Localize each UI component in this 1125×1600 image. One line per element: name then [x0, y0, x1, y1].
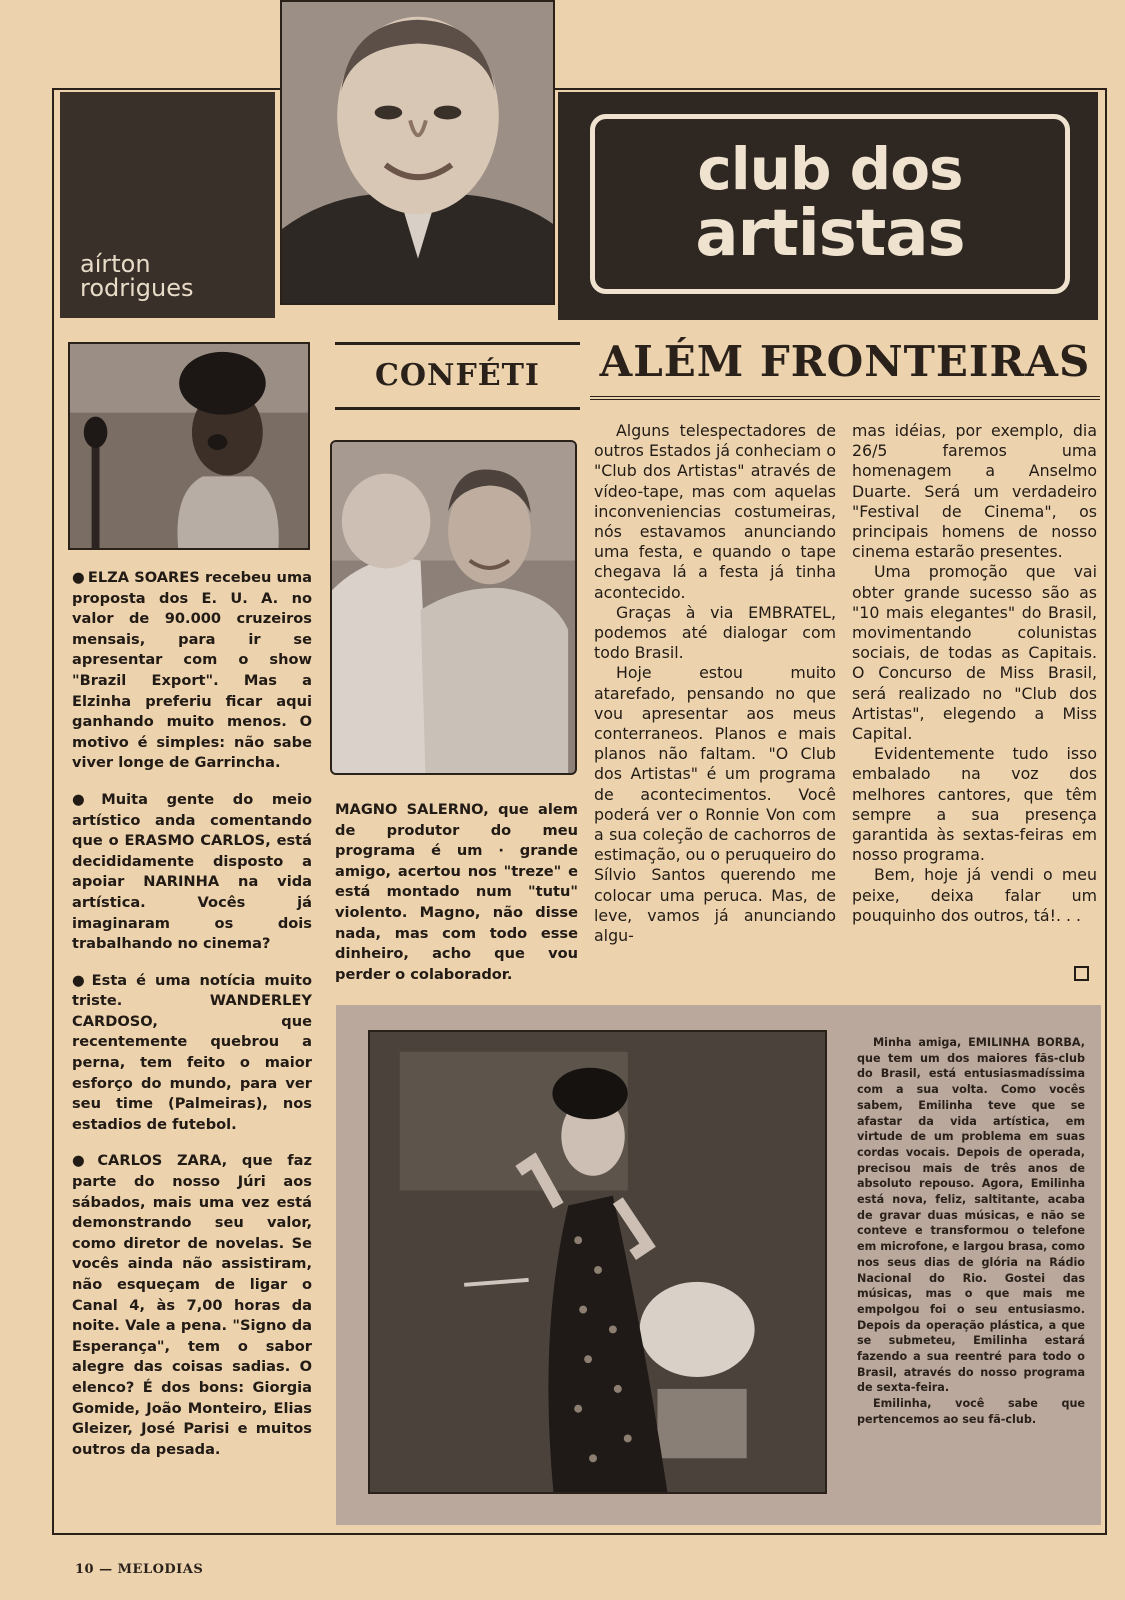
alem-paragraph-2: Graças à via EMBRATEL, podemos até dialogar com todo Brasil. [594, 602, 836, 663]
alem-fronteiras-column-1 [594, 421, 836, 946]
confeti-caption [335, 800, 578, 1001]
note-carlos-zara: ● CARLOS ZARA, que faz parte do nosso Júri aos sábados, mais uma vez está demonstrando seu valor, como diretor de novelas. Se vocês ainda não assistiram, não esqueçam de ligar o Canal 4, às 7,00 horas da noite. Vale a pena. "Signo da Esperança", tem o sabor alegre das coisas sadias. O elenco? É dos bons: Giorgia Gomide, João Monteiro, Elias Gleizer, José Parisi e muitos outros da pesada. [72, 1151, 312, 1460]
note-erasmo-carlos: ● Muita gente do meio artístico anda comentando que o ERASMO CARLOS, está decididamente disposto a apoiar NARINHA na vida artística. Vocês já imaginaram os dois trabalhando no cinema? [72, 790, 312, 955]
emilinha-paragraph-2: Emilinha, você sabe que pertencemos ao seu fã-club. [857, 1397, 1085, 1426]
alem-paragraph-3: Hoje estou muito atarefado, pensando no que vou apresentar aos meus conterraneos. Planos e mais planos não faltam. "O Club dos Artistas" é um programa de acontecimentos. Você poderá ver o Ronnie Von com a sua coleção de cachorros de estimação, ou o peruqueiro do Sílvio Santos querendo me colocar uma peruca. Mas, de leve, vamos já anunciando algu- [594, 663, 836, 946]
portrait-illustration [282, 2, 553, 303]
alem-paragraph-6: Evidentemente tudo isso embalado na voz dos melhores cantores, que têm sempre a sua presença garantida às sextas-feiras em nosso programa. [852, 744, 1097, 865]
alem-paragraph-5: Uma promoção que vai obter grande sucesso são as "10 mais elegantes" do Brasil, movimentando colunistas sociais, de todas as Capitais. O Concurso de Miss Brasil, será realizado no "Club dos Artistas", elegendo a Miss Capital. [852, 562, 1097, 744]
club-dos-artistas-banner [558, 92, 1098, 320]
end-of-article-mark [1074, 966, 1089, 981]
page-footer: 10 — MELODIAS [75, 1562, 204, 1577]
emilinha-borba-photo [368, 1030, 827, 1494]
note-elza-soares: ● ELZA SOARES recebeu uma proposta dos E. U. A. no valor de 90.000 cruzeiros mensais, para ir se apresentar com o show "Brazil Export". Mas a Elzinha preferiu ficar aqui ganhando muito menos. O motivo é simples: não sabe viver longe de Garrincha. [72, 568, 312, 774]
alem-fronteiras-column-2 [852, 421, 1097, 981]
magno-salerno-text: MAGNO SALERNO, que alem de produtor do meu programa é um · grande amigo, acertou nos "treze" e está montado num "tutu" violento. Magno, não disse nada, mas com todo esse dinheiro, acho que vou perder o colaborador. [335, 801, 578, 983]
alem-paragraph-7: Bem, hoje já vendi o meu peixe, deixa falar um pouquinho dos outros, tá!. . . [852, 865, 1097, 925]
emilinha-borba-text [857, 1035, 1085, 1428]
confeti-heading: CONFÉTI [335, 342, 580, 410]
emilinha-paragraph-1: Minha amiga, EMILINHA BORBA, que tem um dos maiores fãs-club do Brasil, está entusiasmadíssima com a sua volta. Como vocês sabem, Emilinha teve que se afastar da vida artística, em virtude de um problema em suas cordas vocais. Depois de operada, precisou mais de três anos de absoluto repouso. Agora, Emilinha está nova, feliz, saltitante, acaba de gravar duas músicas, e não se conteve e transformou o telefone em microfone, e largou brasa, como nos seus dias de glória na Rádio Nacional do Rio. Gostei das músicas, mas o que mais me empolgou foi o seu entusiasmo. Depois da operação plástica, a que se submeteu, Emilinha estará fazendo a sua reentré para todo o Brasil, através do nosso programa de sexta-feira. [857, 1036, 1085, 1395]
elza-soares-photo [68, 342, 310, 550]
author-block [60, 92, 275, 318]
alem-paragraph-4: mas idéias, por exemplo, dia 26/5 faremos uma homenagem a Anselmo Duarte. Será um verdadeiro "Festival de Cinema", os principais homens de nosso cinema estarão presentes. [852, 421, 1097, 562]
alem-paragraph-1: Alguns telespectadores de outros Estados já conheciam o "Club dos Artistas" através de vídeo-tape, mas com aquelas inconveniencias costumeiras, nós estavamos anunciando uma festa, e quando o tape chegava lá a festa já tinha acontecido. [594, 421, 836, 602]
note-wanderley-cardoso: ● Esta é uma notícia muito triste. WANDERLEY CARDOSO, que recentemente quebrou a perna, tem feito o maior esforço do mundo, para ver seu time (Palmeiras), nos estadios de futebol. [72, 971, 312, 1136]
banner-logo: club dos artistas [590, 114, 1070, 294]
author-name: aírton rodrigues [80, 250, 194, 302]
author-portrait [280, 0, 555, 305]
alem-fronteiras-heading: ALÉM FRONTEIRAS [590, 330, 1100, 400]
magno-salerno-photo [330, 440, 577, 775]
left-column-notes [72, 568, 312, 1476]
